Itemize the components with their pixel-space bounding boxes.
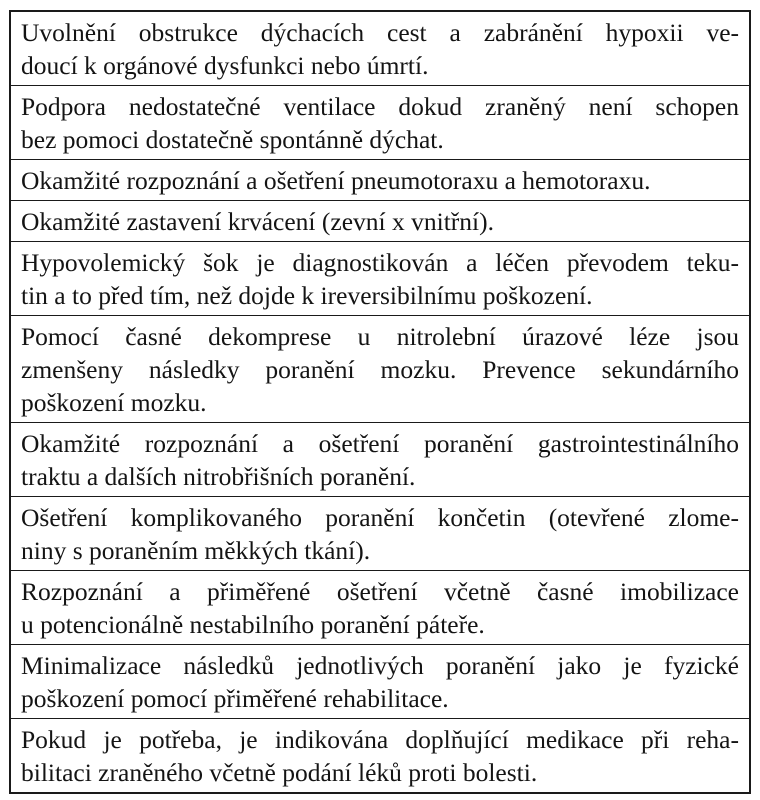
table-row (10, 423, 750, 497)
table-cell (10, 201, 750, 242)
cell-text-line: niny s poraněním měkkých tkání). (21, 536, 371, 565)
table-row (10, 571, 750, 645)
cell-text-line: zmenšeny následky poranění mozku. Prevence sekundárního (21, 355, 739, 384)
table-cell (10, 316, 750, 423)
treatment-goals-table-body (10, 11, 750, 793)
table-cell (10, 645, 750, 719)
table-row (10, 719, 750, 794)
table-cell (10, 423, 750, 497)
cell-text-line: Ošetření komplikovaného poranění končetin (otevřené zlome- (21, 503, 739, 532)
cell-text-line: tin a to před tím, než dojde k ireversibilnímu poškození. (21, 281, 593, 310)
cell-text-line: Uvolnění obstrukce dýchacích cest a zabránění hypoxii ve- (21, 18, 739, 47)
table-row (10, 497, 750, 571)
cell-text-line: Pokud je potřeba, je indikována doplňující medikace při reha- (21, 725, 739, 754)
table-row (10, 316, 750, 423)
table-row (10, 86, 750, 160)
cell-text-line: u potencionálně nestabilního poranění páteře. (21, 610, 485, 639)
cell-text-line: Minimalizace následků jednotlivých poranění jako je fyzické (21, 651, 739, 680)
treatment-goals-table-container (9, 10, 751, 794)
table-cell (10, 571, 750, 645)
table-row (10, 11, 750, 86)
table-row (10, 645, 750, 719)
cell-text-line: traktu a dalších nitrobřišních poranění. (21, 462, 416, 491)
table-row (10, 160, 750, 201)
cell-text-line: doucí k orgánové dysfunkci nebo úmrtí. (21, 51, 429, 80)
cell-text-line: Okamžité zastavení krvácení (zevní x vnitřní). (21, 207, 494, 236)
table-cell (10, 497, 750, 571)
table-cell (10, 719, 750, 794)
table-cell (10, 242, 750, 316)
cell-text-line: Okamžité rozpoznání a ošetření poranění gastrointestinálního (21, 429, 739, 458)
cell-text-line: Podpora nedostatečné ventilace dokud zraněný není schopen (21, 92, 739, 121)
cell-text-line: bilitaci zraněného včetně podání léků proti bolesti. (21, 758, 538, 787)
treatment-goals-table (9, 10, 751, 794)
cell-text-line: poškození pomocí přiměřené rehabilitace. (21, 684, 449, 713)
cell-text-line: bez pomoci dostatečně spontánně dýchat. (21, 125, 444, 154)
table-cell (10, 86, 750, 160)
table-row (10, 201, 750, 242)
table-cell (10, 11, 750, 86)
cell-text-line: Pomocí časné dekomprese u nitrolební úrazové léze jsou (21, 322, 739, 351)
cell-text-line: Hypovolemický šok je diagnostikován a léčen převodem teku- (21, 248, 739, 277)
cell-text-line: poškození mozku. (21, 388, 207, 417)
cell-text-line: Rozpoznání a přiměřené ošetření včetně časné imobilizace (21, 577, 739, 606)
table-cell (10, 160, 750, 201)
table-row (10, 242, 750, 316)
cell-text-line: Okamžité rozpoznání a ošetření pneumotoraxu a hemotoraxu. (21, 166, 651, 195)
